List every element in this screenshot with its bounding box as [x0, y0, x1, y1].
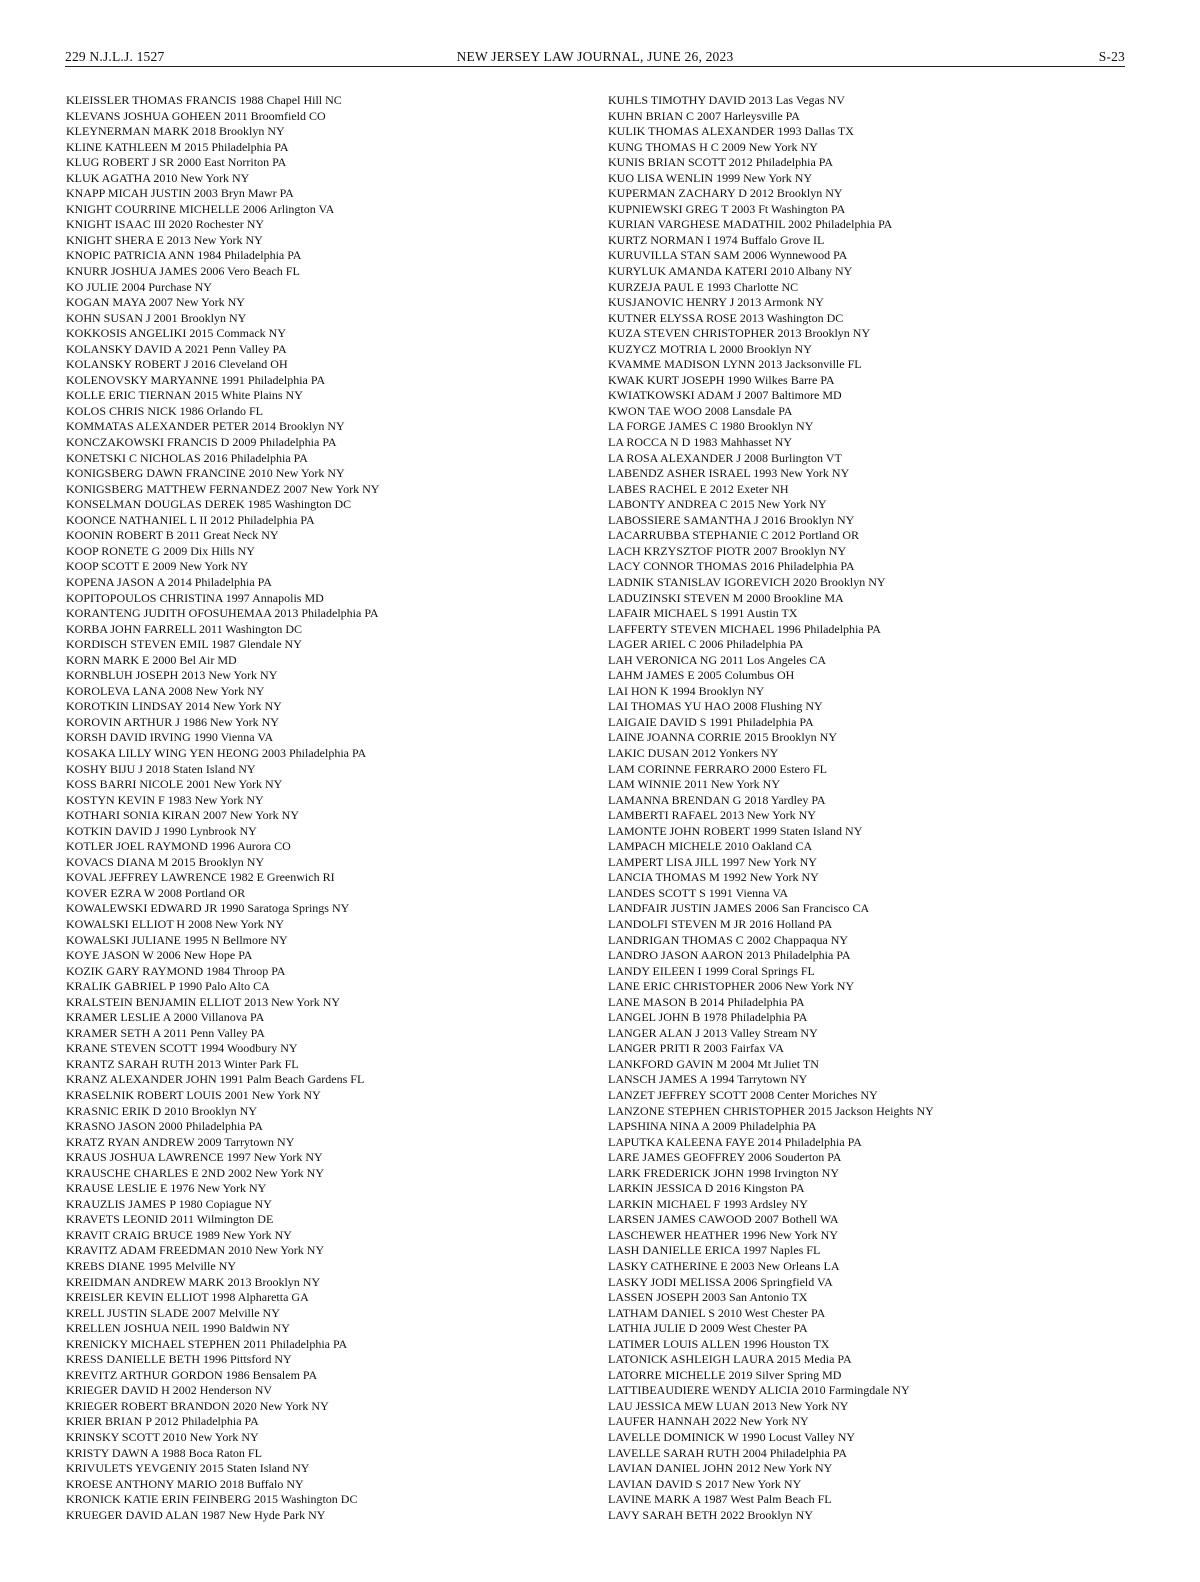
attorney-entry: LATORRE MICHELLE 2019 Silver Spring MD — [608, 1367, 842, 1382]
attorney-entry: KOZIK GARY RAYMOND 1984 Throop PA — [66, 963, 286, 978]
attorney-entry: KNAPP MICAH JUSTIN 2003 Bryn Mawr PA — [66, 186, 294, 201]
attorney-entry: KOROTKIN LINDSAY 2014 New York NY — [66, 699, 282, 714]
attorney-entry: KLEISSLER THOMAS FRANCIS 1988 Chapel Hill NC — [66, 93, 342, 107]
attorney-entry: LACH KRZYSZTOF PIOTR 2007 Brooklyn NY — [608, 543, 847, 558]
attorney-entry: LATHAM DANIEL S 2010 West Chester PA — [608, 1305, 826, 1320]
attorney-entry: KULIK THOMAS ALEXANDER 1993 Dallas TX — [608, 124, 854, 139]
attorney-entry: KORANTENG JUDITH OFOSUHEMAA 2013 Philadelphia PA — [66, 606, 379, 621]
attorney-entry: KOROLEVA LANA 2008 New York NY — [66, 683, 265, 698]
attorney-entry: LAGER ARIEL C 2006 Philadelphia PA — [608, 637, 804, 652]
attorney-entry: LARE JAMES GEOFFREY 2006 Souderton PA — [608, 1150, 842, 1165]
attorney-entry: LADNIK STANISLAV IGOREVICH 2020 Brooklyn NY — [608, 574, 886, 589]
attorney-entry: KUTNER ELYSSA ROSE 2013 Washington DC — [608, 310, 844, 325]
attorney-entry: KRELL JUSTIN SLADE 2007 Melville NY — [66, 1305, 280, 1320]
attorney-entry: KONCZAKOWSKI FRANCIS D 2009 Philadelphia PA — [66, 435, 337, 450]
attorney-entry: KONETSKI C NICHOLAS 2016 Philadelphia PA — [66, 450, 308, 465]
attorney-entry: KUZA STEVEN CHRISTOPHER 2013 Brooklyn NY — [608, 326, 871, 341]
attorney-entry: KLUG ROBERT J SR 2000 East Norriton PA — [66, 155, 287, 170]
attorney-entry: KOONCE NATHANIEL L II 2012 Philadelphia PA — [66, 512, 315, 527]
header-rule — [65, 66, 1125, 67]
attorney-entry: KOOP RONETE G 2009 Dix Hills NY — [66, 543, 255, 558]
attorney-entry: KRASNO JASON 2000 Philadelphia PA — [66, 1119, 263, 1134]
attorney-entry: KLEYNERMAN MARK 2018 Brooklyn NY — [66, 124, 285, 139]
attorney-entry: KOVER EZRA W 2008 Portland OR — [66, 885, 246, 900]
attorney-entry: KOTKIN DAVID J 1990 Lynbrook NY — [66, 823, 257, 838]
attorney-entry: KRANTZ SARAH RUTH 2013 Winter Park FL — [66, 1056, 299, 1071]
page-header — [65, 49, 1125, 66]
attorney-entry: LAFFERTY STEVEN MICHAEL 1996 Philadelphia PA — [608, 621, 881, 636]
attorney-entry: KRAVIT CRAIG BRUCE 1989 New York NY — [66, 1227, 292, 1242]
attorney-entry: LANE MASON B 2014 Philadelphia PA — [608, 994, 805, 1009]
attorney-entry: LAUFER HANNAH 2022 New York NY — [608, 1414, 809, 1429]
attorney-entry: KRASELNIK ROBERT LOUIS 2001 New York NY — [66, 1088, 321, 1102]
attorney-entry: LANE ERIC CHRISTOPHER 2006 New York NY — [608, 979, 855, 994]
attorney-entry: KOLANSKY ROBERT J 2016 Cleveland OH — [66, 357, 288, 372]
attorney-entry: LAMPERT LISA JILL 1997 New York NY — [608, 854, 817, 869]
attorney-entry: KRIVULETS YEVGENIY 2015 Staten Island NY — [66, 1461, 310, 1476]
attorney-entry: KREBS DIANE 1995 Melville NY — [66, 1259, 236, 1274]
attorney-entry: KREIDMAN ANDREW MARK 2013 Brooklyn NY — [66, 1274, 321, 1289]
attorney-entry: KRONICK KATIE ERIN FEINBERG 2015 Washington DC — [66, 1492, 358, 1507]
attorney-entry: KRIER BRIAN P 2012 Philadelphia PA — [66, 1414, 259, 1429]
citation: 229 N.J.L.J. 1527 — [65, 49, 165, 64]
attorney-entry: KUNG THOMAS H C 2009 New York NY — [608, 139, 818, 154]
attorney-entry: LAI THOMAS YU HAO 2008 Flushing NY — [608, 699, 823, 714]
attorney-entry: LANSCH JAMES A 1994 Tarrytown NY — [608, 1072, 808, 1087]
publication-title: NEW JERSEY LAW JOURNAL, JUNE 26, 2023 — [456, 49, 734, 64]
attorney-entry: KONSELMAN DOUGLAS DEREK 1985 Washington DC — [66, 497, 352, 512]
attorney-entry: LADUZINSKI STEVEN M 2000 Brookline MA — [608, 590, 844, 605]
attorney-entry: KOSS BARRI NICOLE 2001 New York NY — [66, 777, 283, 792]
attorney-entry: KRIEGER ROBERT BRANDON 2020 New York NY — [66, 1398, 329, 1413]
page-number: S-23 — [1098, 49, 1125, 64]
attorney-entry: KOOP SCOTT E 2009 New York NY — [66, 559, 249, 574]
attorney-entry: KOVAL JEFFREY LAWRENCE 1982 E Greenwich RI — [66, 870, 335, 885]
attorney-entry: KRAMER SETH A 2011 Penn Valley PA — [66, 1025, 265, 1040]
attorney-entry: KRAUZLIS JAMES P 1980 Copiague NY — [66, 1196, 272, 1211]
attorney-entry: LA ROSA ALEXANDER J 2008 Burlington VT — [608, 450, 842, 465]
attorney-entry: LARSEN JAMES CAWOOD 2007 Bothell WA — [608, 1212, 839, 1227]
attorney-entry: LAHM JAMES E 2005 Columbus OH — [608, 668, 795, 683]
attorney-entry: KLINE KATHLEEN M 2015 Philadelphia PA — [66, 139, 289, 154]
attorney-entry: LAPSHINA NINA A 2009 Philadelphia PA — [608, 1119, 817, 1134]
attorney-entry: LAM WINNIE 2011 New York NY — [608, 777, 780, 792]
attorney-entry: KOSAKA LILLY WING YEN HEONG 2003 Philadelphia PA — [66, 745, 367, 760]
attorney-entry: KUPNIEWSKI GREG T 2003 Ft Washington PA — [608, 201, 846, 216]
attorney-entry: KNIGHT SHERA E 2013 New York NY — [66, 232, 263, 247]
attorney-entry: LAH VERONICA NG 2011 Los Angeles CA — [608, 652, 826, 667]
attorney-entry: KURZEJA PAUL E 1993 Charlotte NC — [608, 279, 799, 294]
attorney-entry: LASCHEWER HEATHER 1996 New York NY — [608, 1227, 838, 1242]
attorney-entry: LASSEN JOSEPH 2003 San Antonio TX — [608, 1290, 808, 1305]
attorney-entry: KUZYCZ MOTRIA L 2000 Brooklyn NY — [608, 341, 812, 356]
attorney-entry: LABES RACHEL E 2012 Exeter NH — [608, 481, 789, 496]
attorney-entry: LABENDZ ASHER ISRAEL 1993 New York NY — [608, 466, 850, 481]
attorney-entry: KNOPIC PATRICIA ANN 1984 Philadelphia PA — [66, 248, 302, 263]
attorney-entry: LANDFAIR JUSTIN JAMES 2006 San Francisco CA — [608, 901, 870, 916]
attorney-entry: KLEVANS JOSHUA GOHEEN 2011 Broomfield CO — [66, 108, 326, 123]
attorney-entry: LACY CONNOR THOMAS 2016 Philadelphia PA — [608, 559, 855, 574]
attorney-entry: KOWALSKI JULIANE 1995 N Bellmore NY — [66, 932, 288, 947]
attorney-entry: KOWALEWSKI EDWARD JR 1990 Saratoga Springs NY — [66, 901, 350, 916]
attorney-entry: LANDRIGAN THOMAS C 2002 Chappaqua NY — [608, 932, 849, 947]
attorney-entry: KOLANSKY DAVID A 2021 Penn Valley PA — [66, 341, 287, 356]
attorney-entry: KOSTYN KEVIN F 1983 New York NY — [66, 792, 264, 807]
attorney-entry: LATIMER LOUIS ALLEN 1996 Houston TX — [608, 1336, 830, 1351]
attorney-entry: KURYLUK AMANDA KATERI 2010 Albany NY — [608, 264, 853, 279]
attorney-entry: KREISLER KEVIN ELLIOT 1998 Alpharetta GA — [66, 1290, 309, 1305]
left-column — [66, 93, 626, 1523]
attorney-entry: KOPENA JASON A 2014 Philadelphia PA — [66, 574, 272, 589]
attorney-entry: LAVIAN DAVID S 2017 New York NY — [608, 1476, 802, 1491]
attorney-entry: LANZET JEFFREY SCOTT 2008 Center Moriches NY — [608, 1088, 878, 1102]
attorney-entry: KROESE ANTHONY MARIO 2018 Buffalo NY — [66, 1476, 304, 1491]
attorney-entry: LAM CORINNE FERRARO 2000 Estero FL — [608, 761, 828, 776]
attorney-entry: KRELLEN JOSHUA NEIL 1990 Baldwin NY — [66, 1321, 290, 1336]
attorney-entry: KVAMME MADISON LYNN 2013 Jacksonville FL — [608, 357, 862, 372]
attorney-entry: KONIGSBERG DAWN FRANCINE 2010 New York NY — [66, 466, 345, 481]
attorney-entry: LAINE JOANNA CORRIE 2015 Brooklyn NY — [608, 730, 837, 745]
attorney-entry: LARKIN MICHAEL F 1993 Ardsley NY — [608, 1196, 808, 1211]
attorney-entry: KRUEGER DAVID ALAN 1987 New Hyde Park NY — [66, 1507, 326, 1522]
attorney-entry: KRAUS JOSHUA LAWRENCE 1997 New York NY — [66, 1150, 323, 1165]
attorney-entry: LAVIAN DANIEL JOHN 2012 New York NY — [608, 1461, 833, 1476]
attorney-entry: KOTHARI SONIA KIRAN 2007 New York NY — [66, 808, 300, 823]
attorney-entry: KRAUSE LESLIE E 1976 New York NY — [66, 1181, 267, 1196]
attorney-entry: KRATZ RYAN ANDREW 2009 Tarrytown NY — [66, 1134, 295, 1149]
attorney-entry: KRANE STEVEN SCOTT 1994 Woodbury NY — [66, 1041, 298, 1056]
attorney-entry: LATHIA JULIE D 2009 West Chester PA — [608, 1321, 808, 1336]
attorney-entry: KORN MARK E 2000 Bel Air MD — [66, 652, 237, 667]
attorney-entry: KRISTY DAWN A 1988 Boca Raton FL — [66, 1445, 262, 1460]
attorney-entry: LAMBERTI RAFAEL 2013 New York NY — [608, 808, 816, 823]
attorney-entry: KNURR JOSHUA JAMES 2006 Vero Beach FL — [66, 264, 300, 279]
attorney-entry: KOSHY BIJU J 2018 Staten Island NY — [66, 761, 256, 776]
attorney-entry: KOHN SUSAN J 2001 Brooklyn NY — [66, 310, 247, 325]
attorney-entry: LASH DANIELLE ERICA 1997 Naples FL — [608, 1243, 821, 1258]
attorney-entry: KRAVETS LEONID 2011 Wilmington DE — [66, 1212, 274, 1227]
attorney-entry: LABOSSIERE SAMANTHA J 2016 Brooklyn NY — [608, 512, 855, 527]
attorney-entry: LAI HON K 1994 Brooklyn NY — [608, 683, 765, 698]
attorney-entry: KOWALSKI ELLIOT H 2008 New York NY — [66, 916, 285, 931]
attorney-entry: LAVELLE SARAH RUTH 2004 Philadelphia PA — [608, 1445, 848, 1460]
attorney-entry: KORBA JOHN FARRELL 2011 Washington DC — [66, 621, 303, 636]
attorney-entry: LAVY SARAH BETH 2022 Brooklyn NY — [608, 1507, 814, 1522]
attorney-entry: KREVITZ ARTHUR GORDON 1986 Bensalem PA — [66, 1367, 318, 1382]
attorney-entry: LANDES SCOTT S 1991 Vienna VA — [608, 885, 789, 900]
attorney-entry: KRESS DANIELLE BETH 1996 Pittsford NY — [66, 1352, 292, 1367]
attorney-entry: LASKY JODI MELISSA 2006 Springfield VA — [608, 1274, 833, 1289]
attorney-entry: KOLLE ERIC TIERNAN 2015 White Plains NY — [66, 388, 303, 403]
attorney-entry: KURUVILLA STAN SAM 2006 Wynnewood PA — [608, 248, 848, 263]
attorney-entry: KWIATKOWSKI ADAM J 2007 Baltimore MD — [608, 388, 842, 403]
attorney-entry: KUO LISA WENLIN 1999 New York NY — [608, 170, 813, 185]
attorney-entry: LA FORGE JAMES C 1980 Brooklyn NY — [608, 419, 814, 434]
attorney-entry: KRANZ ALEXANDER JOHN 1991 Palm Beach Gardens FL — [66, 1072, 365, 1087]
attorney-entry: KRASNIC ERIK D 2010 Brooklyn NY — [66, 1103, 258, 1118]
right-column — [608, 93, 1168, 1523]
attorney-entry: KO JULIE 2004 Purchase NY — [66, 279, 212, 294]
attorney-entry: KORDISCH STEVEN EMIL 1987 Glendale NY — [66, 637, 302, 652]
attorney-entry: KURTZ NORMAN I 1974 Buffalo Grove IL — [608, 232, 825, 247]
attorney-entry: LAKIC DUSAN 2012 Yonkers NY — [608, 745, 779, 760]
attorney-entry: LAMPACH MICHELE 2010 Oakland CA — [608, 839, 813, 854]
attorney-entry: KOYE JASON W 2006 New Hope PA — [66, 948, 253, 963]
attorney-entry: KONIGSBERG MATTHEW FERNANDEZ 2007 New York NY — [66, 481, 380, 496]
attorney-entry: KOTLER JOEL RAYMOND 1996 Aurora CO — [66, 839, 291, 854]
attorney-entry: KWAK KURT JOSEPH 1990 Wilkes Barre PA — [608, 372, 835, 387]
attorney-entry: KOLENOVSKY MARYANNE 1991 Philadelphia PA — [66, 372, 326, 387]
attorney-entry: LANGEL JOHN B 1978 Philadelphia PA — [608, 1010, 808, 1025]
attorney-entry: KRALIK GABRIEL P 1990 Palo Alto CA — [66, 979, 270, 994]
attorney-entry: KOROVIN ARTHUR J 1986 New York NY — [66, 714, 279, 729]
attorney-entry: KRAUSCHE CHARLES E 2ND 2002 New York NY — [66, 1165, 325, 1180]
attorney-entry: LAVELLE DOMINICK W 1990 Locust Valley NY — [608, 1430, 856, 1445]
attorney-entry: KOONIN ROBERT B 2011 Great Neck NY — [66, 528, 279, 543]
attorney-entry: LAIGAIE DAVID S 1991 Philadelphia PA — [608, 714, 814, 729]
attorney-entry: KOMMATAS ALEXANDER PETER 2014 Brooklyn NY — [66, 419, 345, 434]
attorney-entry: KRIEGER DAVID H 2002 Henderson NV — [66, 1383, 273, 1398]
attorney-entry: LANDY EILEEN I 1999 Coral Springs FL — [608, 963, 815, 978]
attorney-entry: KORNBLUH JOSEPH 2013 New York NY — [66, 668, 278, 683]
attorney-entry: LANGER PRITI R 2003 Fairfax VA — [608, 1041, 784, 1056]
attorney-entry: KRALSTEIN BENJAMIN ELLIOT 2013 New York NY — [66, 994, 341, 1009]
attorney-entry: KUHLS TIMOTHY DAVID 2013 Las Vegas NV — [608, 93, 845, 107]
attorney-entry: LABONTY ANDREA C 2015 New York NY — [608, 497, 827, 512]
attorney-entry: KUPERMAN ZACHARY D 2012 Brooklyn NY — [608, 186, 843, 201]
attorney-entry: KUSJANOVIC HENRY J 2013 Armonk NY — [608, 295, 824, 310]
attorney-entry: LATTIBEAUDIERE WENDY ALICIA 2010 Farmingdale NY — [608, 1383, 910, 1398]
attorney-entry: KNIGHT ISAAC III 2020 Rochester NY — [66, 217, 265, 232]
attorney-entry: LANKFORD GAVIN M 2004 Mt Juliet TN — [608, 1056, 819, 1071]
attorney-entry: LANZONE STEPHEN CHRISTOPHER 2015 Jackson Heights NY — [608, 1103, 934, 1118]
attorney-entry: KNIGHT COURRINE MICHELLE 2006 Arlington VA — [66, 201, 335, 216]
attorney-entry: LANDRO JASON AARON 2013 Philadelphia PA — [608, 948, 851, 963]
attorney-entry: KORSH DAVID IRVING 1990 Vienna VA — [66, 730, 274, 745]
attorney-entry: LANDOLFI STEVEN M JR 2016 Holland PA — [608, 916, 833, 931]
attorney-entry: LATONICK ASHLEIGH LAURA 2015 Media PA — [608, 1352, 852, 1367]
attorney-entry: KRENICKY MICHAEL STEPHEN 2011 Philadelphia PA — [66, 1336, 348, 1351]
attorney-entry: LARKIN JESSICA D 2016 Kingston PA — [608, 1181, 805, 1196]
attorney-entry: LAFAIR MICHAEL S 1991 Austin TX — [608, 606, 798, 621]
attorney-entry: LAMANNA BRENDAN G 2018 Yardley PA — [608, 792, 826, 807]
attorney-entry: KURIAN VARGHESE MADATHIL 2002 Philadelphia PA — [608, 217, 893, 232]
attorney-entry: LARK FREDERICK JOHN 1998 Irvington NY — [608, 1165, 839, 1180]
attorney-entry: KUHN BRIAN C 2007 Harleysville PA — [608, 108, 800, 123]
attorney-entry: KRAVITZ ADAM FREEDMAN 2010 New York NY — [66, 1243, 325, 1258]
attorney-entry: LA ROCCA N D 1983 Mahhasset NY — [608, 435, 793, 450]
attorney-entry: LASKY CATHERINE E 2003 New Orleans LA — [608, 1259, 840, 1274]
attorney-entry: LAPUTKA KALEENA FAYE 2014 Philadelphia PA — [608, 1134, 862, 1149]
attorney-entry: LANCIA THOMAS M 1992 New York NY — [608, 870, 819, 885]
attorney-entry: KUNIS BRIAN SCOTT 2012 Philadelphia PA — [608, 155, 834, 170]
attorney-entry: KRAMER LESLIE A 2000 Villanova PA — [66, 1010, 265, 1025]
attorney-entry: LACARRUBBA STEPHANIE C 2012 Portland OR — [608, 528, 860, 543]
attorney-entry: KOGAN MAYA 2007 New York NY — [66, 295, 245, 310]
attorney-entry: KOPITOPOULOS CHRISTINA 1997 Annapolis MD — [66, 590, 324, 605]
attorney-entry: LANGER ALAN J 2013 Valley Stream NY — [608, 1025, 818, 1040]
attorney-entry: KOKKOSIS ANGELIKI 2015 Commack NY — [66, 326, 286, 341]
attorney-entry: LAVINE MARK A 1987 West Palm Beach FL — [608, 1492, 832, 1507]
attorney-entry: LAMONTE JOHN ROBERT 1999 Staten Island NY — [608, 823, 863, 838]
attorney-entry: KOVACS DIANA M 2015 Brooklyn NY — [66, 854, 265, 869]
attorney-entry: KRINSKY SCOTT 2010 New York NY — [66, 1430, 259, 1445]
attorney-entry: KOLOS CHRIS NICK 1986 Orlando FL — [66, 403, 264, 418]
attorney-entry: LAU JESSICA MEW LUAN 2013 New York NY — [608, 1398, 849, 1413]
attorney-entry: KLUK AGATHA 2010 New York NY — [66, 170, 250, 185]
attorney-entry: KWON TAE WOO 2008 Lansdale PA — [608, 403, 793, 418]
